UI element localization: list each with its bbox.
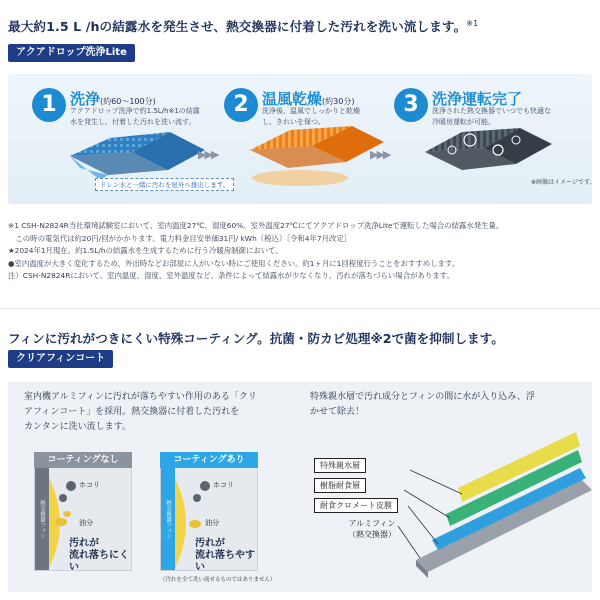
oil-label: 油分 bbox=[79, 519, 93, 527]
oil-label: 油分 bbox=[205, 519, 219, 527]
step1-number: 1 bbox=[32, 88, 66, 122]
step3-title: 洗浄運転完了 bbox=[432, 90, 523, 108]
compare-head-with: コーティングあり bbox=[160, 452, 258, 468]
footnote: ●室内温度が大きく変化するため、外出時などお部屋に人がいない時にご使用ください。約1ヶ月に1回程度行うことをおすすめします。 bbox=[8, 258, 460, 268]
step2-number: 2 bbox=[224, 88, 258, 122]
drain-callout: ドレン水と一緒に汚れを屋外へ排出します。 bbox=[95, 178, 234, 191]
step3-desc: 洗浄された熱交換器でいつでも快適な冷暖房運転が可能。 bbox=[432, 107, 551, 126]
result-label-without: 汚れが 流れ落ちにくい bbox=[69, 538, 129, 573]
compare-head-without: コーティングなし bbox=[34, 452, 132, 468]
arrow-icon-2: ▶▶▶ bbox=[370, 148, 390, 161]
layer-aluminum: アルミフィン （熱交換器） bbox=[348, 519, 396, 539]
footnote: 注）CSH-N2824Rにおいて。室内温度、湿度、室外温度など、条件によって結露水が少なくなり、汚れが落ちづらい場合があります。 bbox=[8, 271, 454, 280]
layer-hydrophilic: 特殊親水層 bbox=[314, 458, 366, 473]
arrow-icon-1: ▶▶▶ bbox=[198, 148, 218, 161]
dust-label: ホコリ bbox=[213, 481, 234, 489]
step2-desc: 洗浄後、温風でしっかりと乾燥し、きれいを保つ。 bbox=[262, 107, 360, 126]
step2-title: 温風乾燥(約30分) bbox=[262, 90, 355, 108]
dust-label: ホコリ bbox=[79, 481, 100, 489]
compare-note: （汚れを全て洗い流せるものではありません） bbox=[160, 577, 276, 583]
clear-fin-tag: クリアフィンコート bbox=[8, 350, 113, 368]
step3-number: 3 bbox=[394, 88, 428, 122]
coating-right-text: 特殊親水層で汚れ成分とフィンの間に水が入り込み、浮 かせて除去！ bbox=[310, 392, 535, 417]
coating-left-text: 室内機アルミフィンに汚れが落ちやすい作用のある「クリ アフィンコート」を採用。熱交換器に付着した汚れを カンタンに洗い流します。 bbox=[24, 392, 257, 432]
layer-chromate: 耐食クロメート皮膜 bbox=[314, 498, 398, 513]
image-note: ※画像はイメージです。 bbox=[531, 179, 596, 186]
section2-headline: フィンに汚れがつきにくい特殊コーティング。抗菌・防カビ処理※2で菌を抑制します。 bbox=[8, 331, 504, 346]
fin-side-label: 熱交換器フィン bbox=[35, 468, 49, 570]
aqua-drop-tag: アクアドロップ洗浄Lite bbox=[8, 44, 135, 62]
fin-side-label: 熱交換器フィン bbox=[161, 468, 175, 570]
step1-title: 洗浄(約60〜100分) bbox=[70, 90, 156, 108]
step1-desc: アクアドロップ洗浄で約1.5L/h※1の結露水を発生し、付着した汚れを洗い流す。 bbox=[70, 107, 200, 126]
footnote: この時の電気代は約20円/回がかかります。電力料金目安単価31円/ kWh（税込）［令和4年7月改定］ bbox=[8, 233, 352, 243]
footnote: ※1 CSH-N2824R当社環境試験室において、室内温度27℃、湿度60%、室外温度27℃にてアクアドロップ洗浄Liteで運転した場合の結露水発生量。 bbox=[8, 221, 504, 230]
headline-ref: ※1 bbox=[466, 18, 479, 28]
layer-resin: 樹脂耐食層 bbox=[314, 478, 366, 493]
footnote: ★2024年1月現在。約1.5L/hの結露水を生成するために行う冷暖房制御において。 bbox=[8, 246, 283, 255]
result-label-with: 汚れが 流れ落ちやすい bbox=[195, 538, 255, 573]
headline-text: 最大約1.5 L /hの結露水を発生させ、熱交換器に付着した汚れを洗い流します。 bbox=[8, 19, 467, 34]
